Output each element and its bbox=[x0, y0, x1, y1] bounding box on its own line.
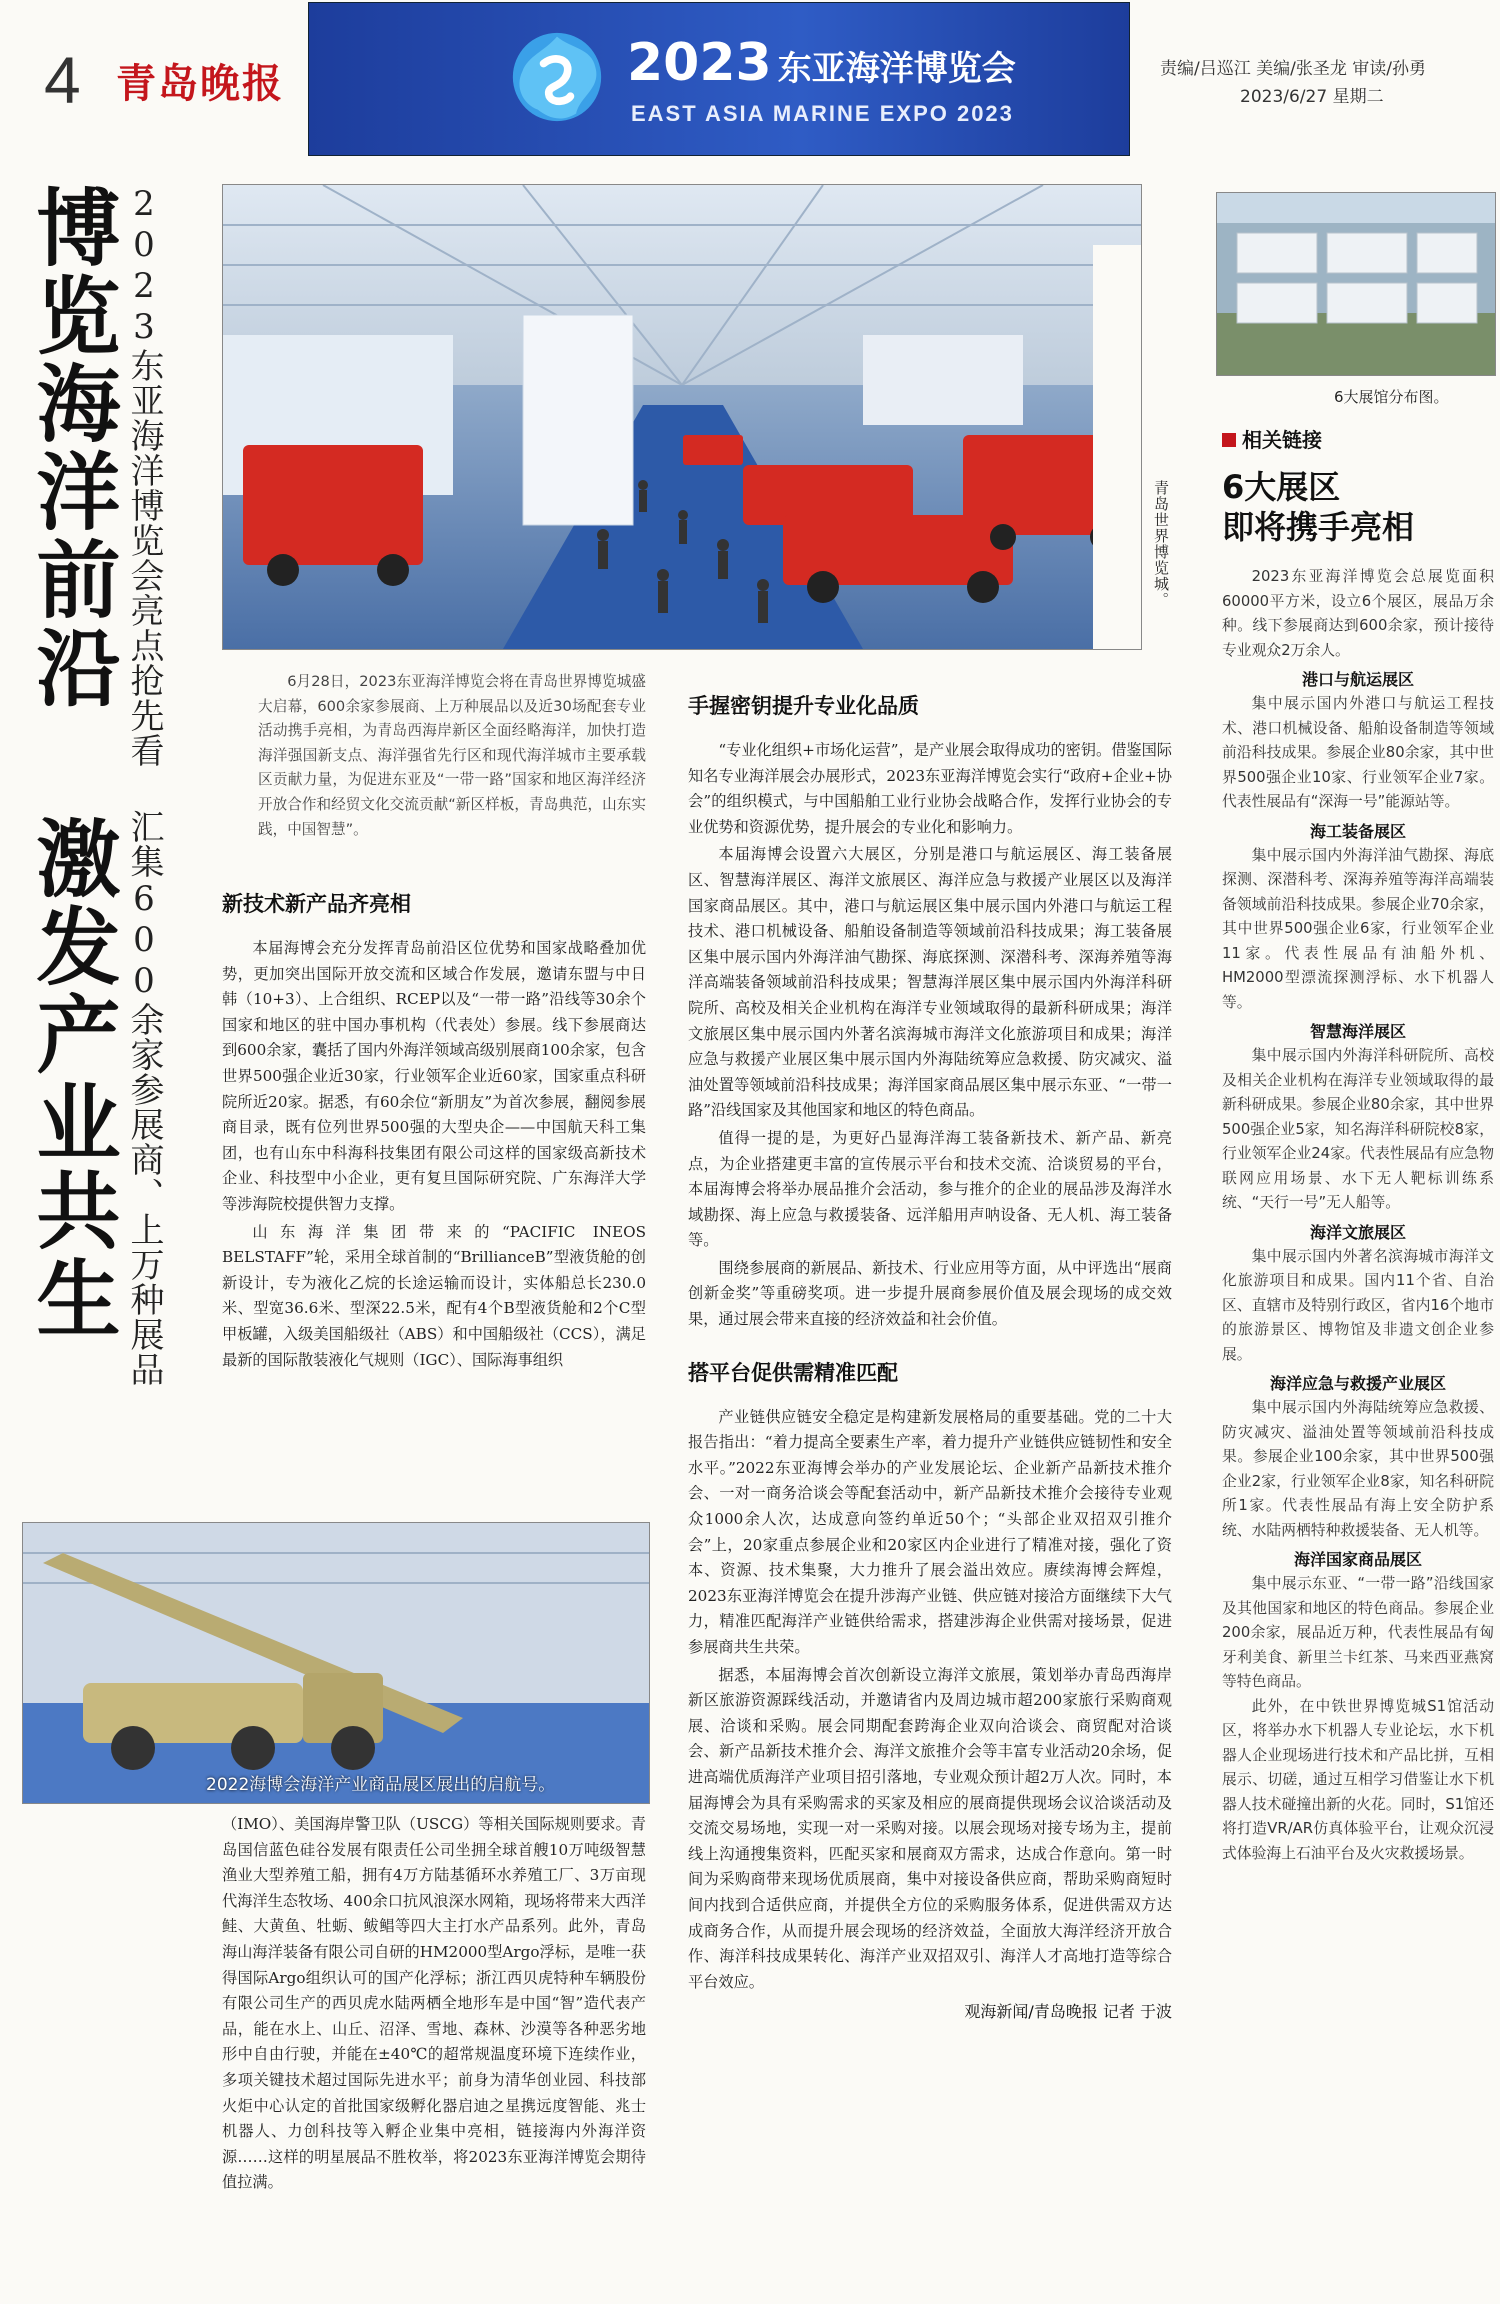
section2-para: 围绕参展商的新展品、新技术、行业应用等方面，从中评选出“展商创新金奖”等重磅奖项。进一步提升展商参展价值及展会现场的成交效果，通过展会带来直接的经济效益和社会价值。 bbox=[688, 1258, 1172, 1329]
sidebar-title-line1: 6大展区 bbox=[1222, 468, 1341, 506]
main-photo-caption: 青岛世界博览城。 bbox=[1152, 480, 1170, 608]
expo-banner bbox=[308, 2, 1130, 156]
editor-credits: 责编/吕巡江 美编/张圣龙 审读/孙勇 bbox=[1160, 59, 1426, 79]
related-link-tag bbox=[1222, 424, 1494, 453]
sidebar-section-heading: 海工装备展区 bbox=[1309, 821, 1406, 841]
newspaper-name: 青岛晚报 bbox=[116, 60, 284, 107]
byline: 观海新闻/青岛晚报 记者 于波 bbox=[964, 2002, 1172, 2022]
sidebar-section-heading: 海洋应急与救援产业展区 bbox=[1269, 1374, 1446, 1393]
section2 bbox=[688, 690, 1172, 2022]
section1 bbox=[222, 888, 646, 1375]
sidebar-title-line2: 即将携手亮相 bbox=[1222, 508, 1415, 546]
expo-year: 2023 bbox=[627, 33, 772, 93]
lead-paragraph bbox=[258, 670, 646, 842]
section3-title: 搭平台促供需精准匹配 bbox=[688, 1360, 898, 1385]
section1-continued bbox=[222, 1812, 646, 2198]
expo-logo-icon bbox=[509, 29, 605, 125]
side-photo bbox=[1216, 192, 1496, 376]
main-headline: 博览海洋前沿 激发产业共生 bbox=[23, 184, 122, 1343]
sidebar-section-text: 集中展示国内外港口与航运工程技术、港口机械设备、船舶设备制造等领域前沿科技成果。参展企业80余家，其中世界500强企业10家、行业领军企业7家。代表性展品有“深海一号”能源站等。 bbox=[1222, 695, 1494, 810]
section3-para: 产业链供应链安全稳定是构建新发展格局的重要基础。党的二十大报告指出：“着力提高全要素生产率，着力提升产业链供应链韧性和安全水平。”2022东亚海博会举办的产业发展论坛、企业新产品新技术推介会、一对一商务洽谈会等配套活动中，新产品新技术推介会接待专业观众1000余人次，达成意向签约单近50个；“头部企业双招双引推介会”上，20家重点参展企业和20家区内企业进行了精准对接，强化了资本、资源、技术集聚，大力推升了展会溢出效应。赓续海博会辉煌，2023东亚海洋博览会在提升涉海产业链、供应链对接洽方面继续下大气力，精准匹配海洋产业链供给需求，搭建涉海企业供需对接场景，促进参展商共生共荣。 bbox=[688, 1407, 1172, 1656]
section1-continued-text: （IMO）、美国海岸警卫队（USCG）等相关国际规则要求。青岛国信蓝色硅谷发展有限责任公司坐拥全球首艘10万吨级智慧渔业大型养殖工船，拥有4万方陆基循环水养殖工厂、3万亩现代海洋生态牧场、400余口抗风浪深水网箱，现场将带来大西洋鲑、大黄鱼、牡蛎、鲅鲳等四大主打水产品系列。此外，青岛海山海洋装备有限公司自研的HM2000型Argo浮标，是唯一获得国际Argo组织认可的国产化浮标；浙江西贝虎特种车辆股份有限公司生产的西贝虎水陆两栖全地形车是中国“智”造代表产品，能在水上、山丘、沼泽、雪地、森林、沙漠等各种恶劣地形中自由行驶，并能在±40℃的超常规温度环境下连续作业，多项关键技术超过国际先进水平；前身为清华创业园、科技部火炬中心认定的首批国家级孵化器启迪之星携远度智能、兆士机器人、力创科技等入孵企业集中亮相，链接海内外海洋资源……这样的明星展品不胜枚举，将2023东亚海洋博览会期待值拉满。 bbox=[222, 1815, 646, 2192]
sidebar-section-heading: 港口与航运展区 bbox=[1301, 670, 1414, 689]
section2-para: 值得一提的是，为更好凸显海洋海工装备新技术、新产品、新亮点，为企业搭建更丰富的宣传展示平台和技术交流、洽谈贸易的平台，本届海博会将举办展品推介会活动，参与推介的企业的展品涉及海洋水域勘探、海上应急与救援装备、远洋船用声呐设备、无人机、海工装备等。 bbox=[688, 1128, 1172, 1250]
red-square-icon bbox=[1222, 433, 1236, 447]
sidebar-section-heading: 智慧海洋展区 bbox=[1309, 1022, 1406, 1041]
expo-title bbox=[627, 33, 1016, 93]
section2-para: “专业化组织+市场化运营”，是产业展会取得成功的密钥。借鉴国际知名专业海洋展会办展形式，2023东亚海洋博览会实行“政府+企业+协会”的组织模式，与中国船舶工业行业协会战略合作，发挥行业协会的专业优势和资源优势，提升展会的专业化和影响力。 bbox=[688, 741, 1172, 836]
sub-headline: 2023东亚海洋博览会亮点抢先看 汇集600余家参展商、上万种展品 bbox=[124, 184, 164, 1387]
sidebar-section-heading: 海洋国家商品展区 bbox=[1293, 1550, 1422, 1569]
lead-text: 6月28日，2023东亚海洋博览会将在青岛世界博览城盛大启幕，600余家参展商、上万种展品以及近30场配套专业活动携手亮相，为青岛西海岸新区全面经略海洋，加快打造海洋强国新支点、海洋强省先行区和现代海洋城市主要承载区贡献力量，为促进东亚及“一带一路”国家和地区海洋经济开放合作和经贸文化交流贡献“新区样板，青岛典范，山东实践，中国智慧”。 bbox=[258, 673, 646, 838]
sidebar-section-text: 集中展示国内外海洋科研院所、高校及相关企业机构在海洋专业领域取得的最新科研成果。参展企业80余家，其中世界500强企业5家，知名海洋科研院校8家，行业领军企业24家。代表性展品有应急物联网应用场景、水下无人靶标训练系统、“天行一号”无人船等。 bbox=[1222, 1047, 1494, 1211]
sidebar-section-text: 集中展示国内外著名滨海城市海洋文化旅游项目和成果。国内11个省、自治区、直辖市及特别行政区，省内16个地市的旅游景区、博物馆及非遗文创企业参展。 bbox=[1222, 1247, 1494, 1363]
sidebar-title bbox=[1222, 467, 1494, 547]
section2-title: 手握密钥提升专业化品质 bbox=[688, 694, 919, 718]
sidebar-closing: 此外，在中铁世界博览城S1馆活动区，将举办水下机器人专业论坛，水下机器人企业现场进行技术和产品比拼，互相展示、切磋，通过互相学习借鉴让水下机器人技术碰撞出新的火花。同时，S1馆还将打造VR/AR仿真体验平台，让观众沉浸式体验海上石油平台及火灾救援场景。 bbox=[1222, 1697, 1494, 1862]
expo-name-en: EAST ASIA MARINE EXPO 2023 bbox=[631, 101, 1014, 126]
sidebar-section-text: 集中展示东亚、“一带一路”沿线国家及其他国家和地区的特色商品。参展企业200余家，展品近万种，代表性展品有匈牙利美食、新里兰卡红茶、马来西亚燕窝等特色商品。 bbox=[1222, 1575, 1494, 1690]
section3-para: 据悉，本届海博会首次创新设立海洋文旅展，策划举办青岛西海岸新区旅游资源踩线活动，并邀请省内及周边城市超200家旅行采购商观展、洽谈和采购。展会同期配套跨海企业双向洽谈会、商贸配对洽谈会、新产品新技术推介会、海洋文旅推介会等丰富专业活动20余场，促进高端优质海洋产业项目招引落地，专业观众预计超2万人次。同时，本届海博会为具有采购需求的买家及相应的展商提供现场会议洽谈活动及交流交易场地，实现一对一采购对接。以展会现场对接专场为主，提前线上沟通搜集资料，匹配买家和展商双方需求，达成合作意向。第一时间为采购商带来现场优质展商，集中对接设备供应商，帮助采购商短时间内找到合适供应商，并提供全方位的采购服务体系，促进供需双方达成商务合作，从而提升展会现场的经济效益，全面放大海洋经济开放合作、海洋科技成果转化、海洋产业双招双引、海洋人才高地打造等综合平台效应。 bbox=[688, 1665, 1172, 1991]
section2-para: 本届海博会设置六大展区，分别是港口与航运展区、海工装备展区、智慧海洋展区、海洋文旅展区、海洋应急与救援产业展区以及海洋国家商品展区。其中，港口与航运展区集中展示国内外港口与航运工程技术、港口机械设备、船舶设备制造等领域前沿科技成果；海工装备展区集中展示国内外海洋油气勘探、海底探测、深潜科考、深海养殖等海洋高端装备领域前沿科技成果；智慧海洋展区集中展示国内外海洋科研院所、高校及相关企业机构在海洋专业领域取得的最新科研成果；海洋文旅展区集中展示国内外著名滨海城市海洋文化旅游项目和成果；海洋应急与救援产业展区集中展示国内外海陆统筹应急救援、防灾减灾、溢油处置等领域前沿科技成果；海洋国家商品展区集中展示东亚、“一带一路”沿线国家及其他国家和地区的特色商品。 bbox=[688, 845, 1172, 1120]
sidebar-section-text: 集中展示国内外海洋油气勘探、海底探测、深潜科考、深海养殖等海洋高端装备领域前沿科技成果。参展企业70余家，其中世界500强企业6家，行业领军企业11家。代表性展品有油船外机、HM2000型漂流探测浮标、水下机器人等。 bbox=[1222, 846, 1494, 1011]
sidebar bbox=[1222, 424, 1494, 1866]
second-photo bbox=[22, 1522, 650, 1804]
second-photo-caption: 2022海博会海洋产业商品展区展出的启航号。 bbox=[206, 1775, 556, 1795]
related-link-label: 相关链接 bbox=[1242, 428, 1322, 452]
page-number: 4 bbox=[44, 43, 81, 117]
section1-para: 本届海博会充分发挥青岛前沿区位优势和国家战略叠加优势，更加突出国际开放交流和区域合作发展，邀请东盟与中日韩（10+3）、上合组织、RCEP以及“一带一路”沿线等30余个国家和地区的驻中国办事机构（代表处）参展。线下参展商达到600余家，囊括了国内外海洋领域高级别展商100余家，包含世界500强企业近30家，行业领军企业近60家，国家重点科研院所近20家。据悉，有60余位“新朋友”为首次参展，翻阅参展商目录，既有位列世界500强的大型央企——中国航天科工集团，也有山东中科海科技集团有限公司这样的国家级高新技术企业、科技型中小企业，更有复旦国际研究院、广东海洋大学等涉海院校提供智力支撑。 bbox=[222, 939, 646, 1213]
section1-title: 新技术新产品齐亮相 bbox=[222, 892, 411, 916]
sidebar-section-heading: 海洋文旅展区 bbox=[1309, 1222, 1406, 1242]
sidebar-section-text: 集中展示国内外海陆统筹应急救援、防灾减灾、溢油处置等领域前沿科技成果。参展企业100余家，其中世界500强企业2家，行业领军企业8家，知名科研院所1家。代表性展品有海上安全防护系统、水陆两栖特种救援装备、无人机等。 bbox=[1222, 1399, 1494, 1539]
expo-name-cn: 东亚海洋博览会 bbox=[777, 49, 1016, 89]
sidebar-intro: 2023东亚海洋博览会总展览面积60000平方米，设立6个展区，展品万余种。线下参展商达到600余家，预计接待专业观众2万余人。 bbox=[1222, 568, 1494, 659]
issue-date: 2023/6/27 星期二 bbox=[1240, 87, 1384, 107]
side-photo-caption: 6大展馆分布图。 bbox=[1334, 388, 1449, 406]
section1-para: 山东海洋集团带来的“PACIFIC INEOS BELSTAFF”轮，采用全球首制的“BrillianceB”型液货舱的创新设计，专为液化乙烷的长途运输而设计，实体船总长230.0米、型宽36.6米、型深22.5米，配有4个B型液货舱和2个C型甲板罐，入级美国船级社（ABS）和中国船级社（CCS），满足最新的国际散装液化气规则（IGC）、国际海事组织 bbox=[222, 1222, 646, 1369]
main-photo bbox=[222, 184, 1142, 650]
